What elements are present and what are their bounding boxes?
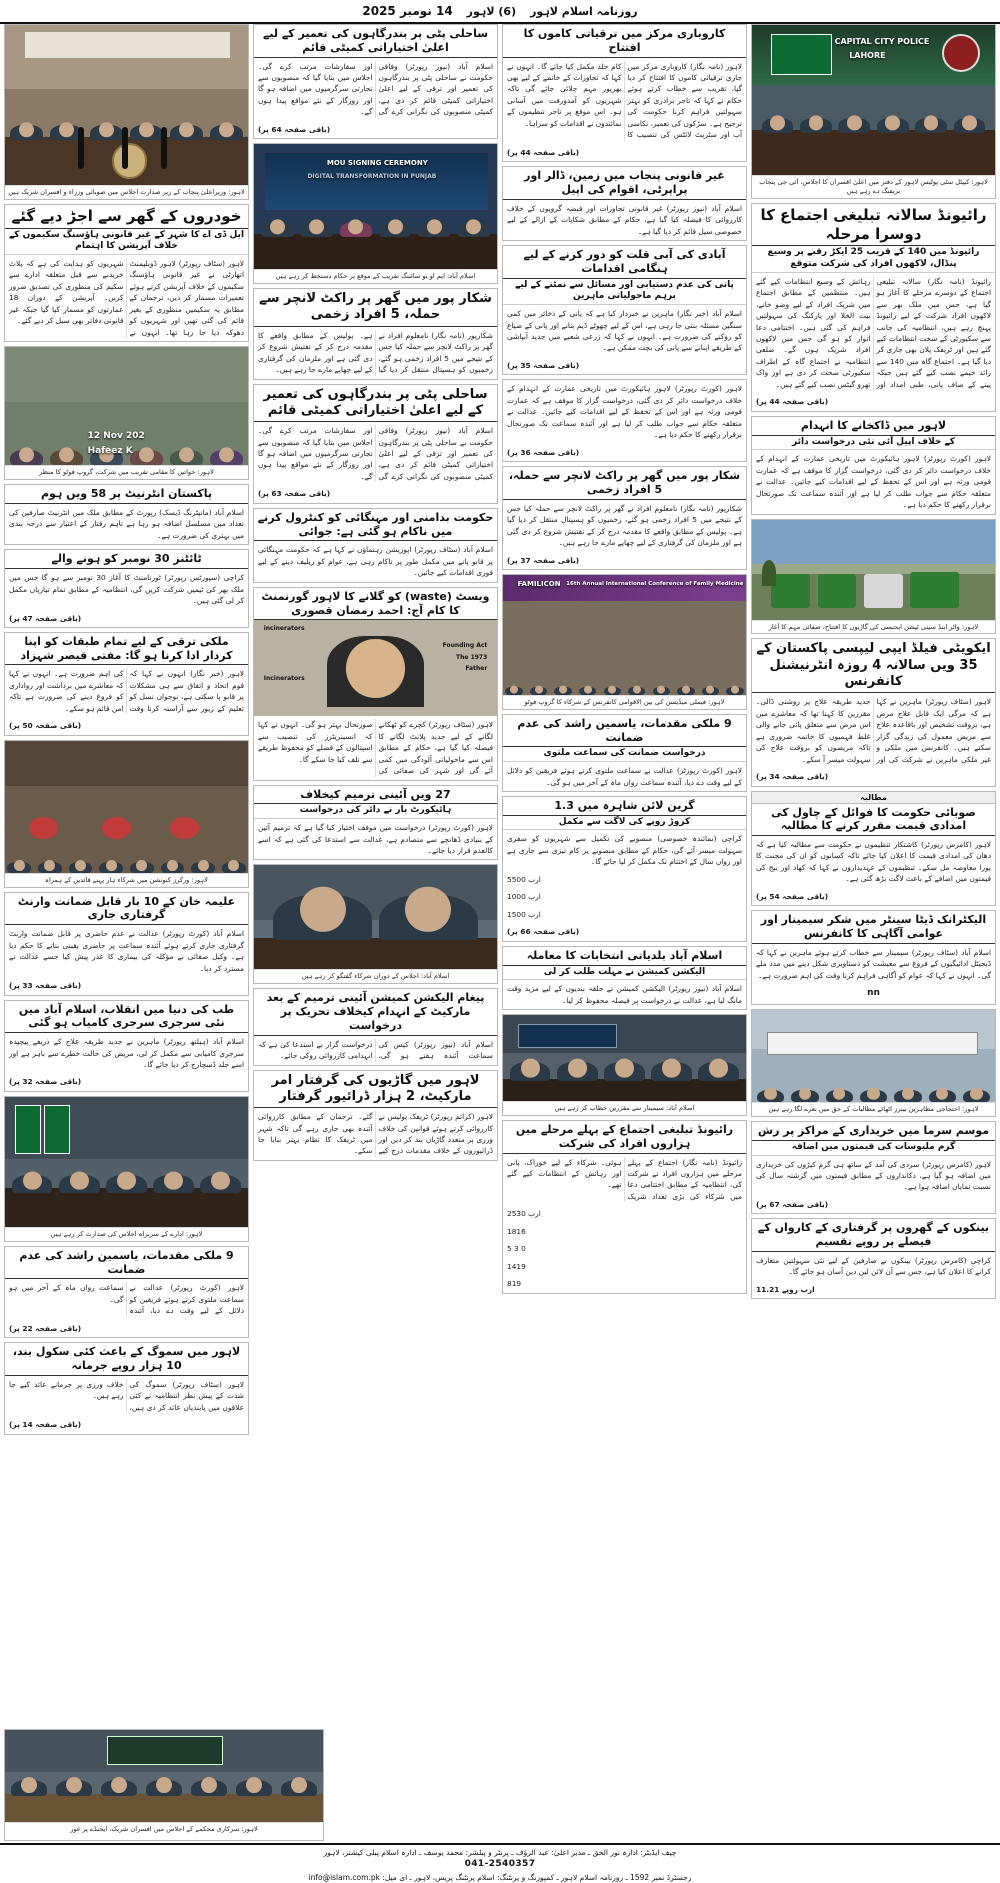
headline: صوبائی حکومت کا فوائل کے چاول کی امدادی قیمت مقرر کرنے کا مطالبہ (752, 804, 995, 837)
photo-block-press-conference (4, 24, 249, 200)
story-coastal-ports (253, 384, 498, 504)
story-demolition-appeal (502, 379, 747, 462)
photo-family-medicine (503, 575, 746, 695)
photo-block-protest (751, 1009, 996, 1117)
column-1 (751, 24, 996, 1842)
story-body: اسلام آباد (نیوز رپورٹر) الیکشن کمیشن نے حلقہ بندیوں کے لیے مزید وقت مانگ لیا ہے، عدالت نے درخواست پر فیصلہ محفوظ کر لیا۔ (507, 984, 742, 1005)
photo-banner-text: CAPITAL CITY POLICE (834, 37, 930, 46)
photo-women-group (5, 347, 248, 465)
subheadline: ایل ڈی اے کا شہر کے غیر قانونی ہاؤسنگ سکیموں کے خلاف آپریشن کا اہتمام (5, 229, 248, 255)
photo-interview (254, 865, 497, 969)
waste-title: Founding Act (442, 642, 488, 650)
photo-block-police (751, 24, 996, 199)
story-govt-inflation (253, 508, 498, 583)
photo-govt-meeting (5, 1097, 248, 1227)
story-registration (502, 466, 747, 570)
continuation-ref: (باقی صفحہ 33 پر) (9, 981, 82, 991)
figure-8: 1419 (507, 1261, 526, 1271)
continuation-ref: (باقی صفحہ 66 پر) (507, 927, 580, 937)
page-footer (0, 1843, 1000, 1881)
story-body: شکارپور (نامہ نگار) نامعلوم افراد نے گھر پر راکٹ لانچر سے حملہ کیا جس کے نتیجے میں 5 افراد زخمی ہو گئے، زخمیوں کو ہسپتال منتقل کر دیا گیا ہے۔ پولیس کے مطابق واقعے کا مقدمہ درج کر کے تفتیش شروع کر دی گئی ہے اور ملزمان کی گرفتاری کے لیے چھاپے مارے جا رہے ہیں۔ (258, 330, 493, 375)
subheadline: ہائیکورٹ بار نے دائر کی درخواست (254, 804, 497, 819)
waste-sub: The 1973 (456, 653, 488, 661)
story-rice-support-price (751, 791, 996, 907)
photo-block-bottom-left (4, 1729, 324, 1841)
story-local-cases (502, 714, 747, 792)
headline: لاہور میں گاڑیوں کی گرفتار امر مارکیٹ، 2 ہزار ڈرائیور گرفتار (254, 1071, 497, 1109)
photo-block-women-group (4, 346, 249, 480)
continuation-ref: (باقی صفحہ 50 پر) (9, 721, 82, 731)
photo-banner-left: FAMILICON (517, 579, 561, 588)
story-smog (4, 1342, 249, 1434)
story-waste-incinerator (253, 587, 498, 781)
headline: طب کی دنیا میں انقلاب، اسلام آباد میں نئی سرجری سرجری کامیاب ہو گئی (5, 1001, 248, 1034)
headline: لاہور میں ڈاکخانے کا انہدام (752, 417, 995, 436)
photo-block-govt-meeting (4, 1096, 249, 1242)
figure-5: 2530 ارب (507, 1209, 541, 1219)
photo-caption: لاہور: سرکاری محکمے کے اجلاس میں افسران شریک، ایجنڈے پر غور (5, 1822, 323, 1836)
story-mufti-qaiser (4, 632, 249, 736)
photo-caption: لاہور: وزیراعلیٰ پنجاب کے زیر صدارت اجلاس میں صوبائی وزراء و افسران شریک ہیں (5, 185, 248, 199)
photo-caption: لاہور: ادارے کے سربراہ اجلاس کی صدارت کر رہے ہیں (5, 1227, 248, 1241)
story-body: اسلام آباد (خبر نگار) ماہرین نے خبردار کیا ہے کہ پانی کے ذخائر میں کمی سنگین مسئلہ بنتی جا رہی ہے، اس کے لیے چھوٹے ڈیم بنانے اور پانی کے ضیاع کو روکنے کی ضرورت ہے۔ انہوں نے کہا کہ زرعی شعبے میں جدید آبپاشی کے طریقے اپنانے سے پانی کی بچت ممکن ہے۔ (507, 309, 742, 353)
story-body: اسلام آباد (نیوز رپورٹر) وفاقی حکومت نے ساحلی پٹی پر بندرگاہوں کی تعمیر اور ترقی کے لیے اعلیٰ اختیاراتی کمیٹی قائم کر دی ہے، کمیٹی منصوبوں کی نگرانی کرے گی اور سفارشات مرتب کرے گی۔ اجلاس میں بتایا گیا کہ منصوبوں سے تجارتی سرگرمیوں میں اضافہ ہو گا اور روزگار کے نئے مواقع پیدا ہوں گے۔ (258, 426, 493, 481)
headline: ٹائٹنز 30 نومبر کو ہونے والے (5, 550, 248, 569)
story-body: لاہور (کامرس رپورٹر) کاشتکار تنظیموں نے حکومت سے مطالبہ کیا ہے کہ دھان کی امدادی قیمت کا اعلان کیا جائے تاکہ کسانوں کو ان کی محنت کا پورا معاوضہ مل سکے۔ تنظیموں کے عہدیداروں نے کہا کہ کھاد اور بیج کی قیمتوں میں اضافے کے باعث لاگت بڑھ گئی ہے۔ (756, 840, 991, 884)
story-body: اسلام آباد (نیوز رپورٹر) وفاقی حکومت نے ساحلی پٹی پر بندرگاہوں کی تعمیر اور ترقی کے لیے اعلیٰ اختیاراتی کمیٹی قائم کر دی ہے، کمیٹی منصوبوں کی نگرانی کرے گی اور سفارشات مرتب کرے گی۔ اجلاس میں بتایا گیا کہ منصوبوں سے تجارتی سرگرمیوں میں اضافہ ہو گا اور روزگار کے نئے مواقع پیدا ہوں گے۔ (258, 61, 493, 117)
figure-6: 1816 (507, 1226, 526, 1236)
figure-2: 5500 ارب (507, 874, 541, 884)
headline: کاروباری مرکز میں ترقیاتی کاموں کا افتتاح (503, 25, 746, 58)
footer-phone: 041-2540357 (464, 1859, 536, 1870)
column-3 (253, 24, 498, 1842)
masthead (0, 0, 1000, 24)
story-body: اسلام آباد (سٹاف رپورٹر) سیمینار سے خطاب کرتے ہوئے ماہرین نے کہا کہ ڈیجیٹل ادائیگیوں کے فروغ سے معیشت کو دستاویزی شکل دینے میں مدد ملے گی۔ انہوں نے کہا کہ عوام کو آگاہی فراہم کرنا وقت کی اہم ضرورت ہے۔ (756, 947, 991, 980)
story-27th-amendment (253, 785, 498, 861)
continuation-ref: (باقی صفحہ 37 پر) (507, 555, 580, 565)
continuation-ref: (باقی صفحہ 44 پر) (507, 147, 580, 157)
photo-block-mou (253, 143, 498, 284)
story-post-office-demolition (751, 416, 996, 515)
story-body: اسلام آباد (نیوز رپورٹر) غیر قانونی تجاوزات اور قبضہ گروپوں کے خلاف کارروائی کا فیصلہ کیا گیا ہے، حکام کے مطابق شکایات کے ازالے کے لیے خصوصی سیل قائم کر دیا گیا ہے۔ (507, 203, 742, 236)
photo-banner-text-2: LAHORE (849, 50, 886, 60)
headline: ملکی ترقی کے لیے تمام طبقات کو اپنا کردار ادا کرنا ہو گا: مفتی قیصر شہزاد (5, 633, 248, 666)
column-grid (4, 24, 996, 1842)
headline: ساحلی پٹی پر بندرگاہوں کی تعمیر کے لیے اعلیٰ اختیاراتی کمیٹی قائم (254, 25, 497, 58)
story-body: کراچی (سپورٹس رپورٹر) ٹورنامنٹ کا آغاز 30 نومبر سے ہو گا جس میں ملک بھر کی ٹیمیں شرکت کریں گی، انتظامیہ کے مطابق تمام تیاریاں مکمل کر لی گئی ہیں۔ (9, 573, 244, 606)
photo-sanitation-vehicles (752, 520, 995, 620)
photo-caption: لاہور: ورکرز کنونشن میں شرکاء ہار پہنے قائدین کے ہمراہ (5, 873, 248, 887)
continuation-ref: (باقی صفحہ 54 پر) (756, 891, 829, 901)
masthead-left: روزنامہ اسلام لاہور (530, 4, 638, 18)
photo-waste-speaker (254, 620, 497, 716)
photo-caption: لاہور: فیملی میڈیسن کی بین الاقوامی کانفرنس کے شرکاء کا گروپ فوٹو (503, 695, 746, 709)
story-body: کراچی (نمائندہ خصوصی) منصوبے کی تکمیل سے شہریوں کو سفری سہولت میسر آئے گی، حکام کے مطابق منصوبے پر کام تیزی سے جاری ہے اور رواں سال کے اختتام تک مکمل کر لیا جائے گا۔ (507, 834, 742, 867)
story-body: لاہور (سٹاف رپورٹر) سموگ کی شدت کے پیش نظر انتظامیہ نے کئی علاقوں میں پابندیاں عائد کر دی ہیں، خلاف ورزی پر جرمانے عائد کیے جا رہے ہیں۔ (9, 1379, 244, 1412)
story-body: لاہور (سٹاف رپورٹر) لاہور ڈویلپمنٹ اتھارٹی نے غیر قانونی ہاؤسنگ سکیموں کے خلاف آپریشن کرتے ہوئے تعمیرات مسمار کر دیں، ترجمان کے مطابق یہ سکیمیں منظوری کے بغیر قائم کی گئی تھیں اور شہریوں کو دھوکہ دیا جا رہا تھا۔ انہوں نے شہریوں کو ہدایت کی ہے کہ پلاٹ خریدنے سے قبل متعلقہ ادارے سے سکیم کی منظوری کی تصدیق ضرور کریں۔ آپریشن کے دوران 18 عمارتوں کو مسمار کیا گیا جبکہ غیر قانونی دفاتر بھی سیل کر دیے گئے۔ (9, 259, 244, 337)
photo-press-conference (5, 25, 248, 185)
masthead-date: 14 نومبر 2025 (362, 4, 453, 18)
story-body: اسلام آباد (ہیلتھ رپورٹر) ماہرین نے جدید طریقہ علاج کے ذریعے پیچیدہ سرجری کامیابی سے مکمل کر لی، مریض کی حالت خطرے سے باہر ہے اور اسے جلد ڈسچارج کر دیا جائے گا۔ (9, 1037, 244, 1069)
photo-banner-title: 16th Annual International Conference of Family Medicine (566, 581, 744, 588)
story-body: شکارپور (نامہ نگار) نامعلوم افراد نے گھر پر راکٹ لانچر سے حملہ کیا جس کے نتیجے میں 5 افراد زخمی ہو گئے، زخمیوں کو ہسپتال منتقل کر دیا گیا ہے۔ پولیس کے مطابق واقعے کا مقدمہ درج کر کے تفتیش شروع کر دی گئی ہے اور ملزمان کی گرفتاری کے لیے چھاپے مارے جا رہے ہیں۔ (507, 503, 742, 548)
headline: پیغام الیکشن کمیشن آئینی ترمیم کے بعد مارکیٹ کے انہدام کیخلاف تحریک پر درخواست (254, 989, 497, 1035)
headline: الیکٹرانک ڈیٹا سینٹر میں شکر سیمینار اور عوامی آگاہی کا کانفرنس (752, 911, 995, 944)
story-body: اسلام آباد (کورٹ رپورٹر) عدالت نے عدم حاضری پر قابل ضمانت وارنٹ گرفتاری جاری کرتے ہوئے آئندہ سماعت پر حاضری یقینی بنانے کا حکم دیا ہے۔ وکیل صفائی نے مؤکلہ کی بیماری کا عذر پیش کیا جسے عدالت نے مسترد کر دیا۔ (9, 929, 244, 973)
waste-incinerators: Incinerators (263, 674, 305, 682)
headline: ویسٹ (waste) کو گلانے کا لاہور گورنمنٹ کا کام آج: احمد رمضان قصوری (254, 588, 497, 621)
photo-block-wasa (751, 519, 996, 635)
subheadline: رائیونڈ میں 140 کے قریب 25 ایکڑ رقبے پر وسیع پنڈال، لاکھوں افراد کی شرکت متوقع (752, 246, 995, 272)
continuation-ref: (باقی صفحہ 32 پر) (9, 1077, 82, 1087)
story-lahore-drivers (253, 1070, 498, 1161)
photo-banner-title: MOU SIGNING CEREMONY (326, 159, 428, 168)
photo-block-familicon (502, 574, 747, 710)
headline: غیر قانونی پنجاب میں زمین، ڈالر اور پراپرٹی، اقوام کی اپیل (503, 167, 746, 200)
photo-timestamp-line1: 12 Nov 202 (87, 431, 145, 442)
continuation-ref: (باقی صفحہ 63 پر) (258, 489, 331, 499)
headline: شکار پور میں گھر پر راکٹ لانچر سے حملہ، 5 افراد زخمی (254, 289, 497, 327)
continuation-ref: (باقی صفحہ 64 پر) (258, 124, 331, 134)
figure-1: 11.21 ارب روپے (756, 1284, 815, 1294)
footer-credits: چیف ایڈیٹر: ادارہ نور الحق ـ مدیر اعلیٰ: عبد الرؤف ـ پرنٹر و پبلشر: محمد یوسف ـ ادارہ اسلام پبلی کیشنز، لاہور (323, 1848, 677, 1857)
photo-timestamp-line2: Hafeez K (87, 445, 133, 456)
column-4 (4, 24, 249, 1842)
story-islamabad-local-bodies (502, 946, 747, 1010)
continuation-ref: (باقی صفحہ 36 پر) (507, 447, 580, 457)
waste-father: Father (465, 665, 488, 673)
story-aleema-khan-warrants (4, 892, 249, 996)
photo-caption: لاہور: خواتین کا مقامی تقریب میں شرکت، گروپ فوٹو کا منظر (5, 465, 248, 479)
photo-banner-sub: DIGITAL TRANSFORMATION IN PUNJAB (307, 173, 437, 181)
continuation-ref: (باقی صفحہ 34 پر) (756, 772, 829, 782)
footer-mark: nn (867, 988, 880, 999)
continuation-ref: (باقی صفحہ 14 پر) (9, 1420, 82, 1430)
story-water-scarcity (502, 245, 747, 375)
headline: علیمہ خان کے 10 بار قابل ضمانت وارنٹ گرفتاری جاری (5, 893, 248, 926)
story-green-line (502, 796, 747, 942)
photo-caption: لاہور: کیپٹل سٹی پولیس لاہور کے دفتر میں اعلیٰ افسران کا اجلاس، آئی جی پنجاب بریفنگ دے رہے ہیں (752, 175, 995, 198)
story-data-center-seminar (751, 910, 996, 1005)
subheadline: کروڑ روپے کی لاگت سے مکمل (503, 816, 746, 831)
story-body: اسلام آباد (سٹاف رپورٹر) اپوزیشن رہنماؤں نے کہا ہے کہ حکومت مہنگائی پر قابو پانے میں مکمل طور پر ناکام رہی ہے، عوام کو ریلیف دینے کے لیے فوری اقدامات کیے جائیں۔ (258, 545, 493, 578)
figure-7: 5 3 0 (507, 1244, 526, 1254)
story-epilepsy-conference (751, 638, 996, 786)
continuation-ref: (باقی صفحہ 22 پر) (9, 1323, 82, 1333)
headline: آبادی کی آبی قلت کو دور کرنے کے لیے ہنگامی اقدامات (503, 246, 746, 279)
photo-protest (752, 1010, 995, 1102)
photo-block-interview (253, 864, 498, 984)
continuation-ref: (باقی صفحہ 47 پر) (9, 613, 82, 623)
subheadline: پانی کی عدم دستیابی اور مسائل سے نمٹنے کے لیے برہم ماحولیاتی ماہرین (503, 279, 746, 305)
story-winter-shopping (751, 1121, 996, 1214)
story-army-chief (253, 24, 498, 139)
story-medical-breakthrough (4, 1000, 249, 1092)
story-body: لاہور (کورٹ رپورٹر) لاہور ہائیکورٹ میں تاریخی عمارت کے انہدام کے خلاف درخواست دائر کر دی گئی، درخواست گزار کا موقف ہے کہ عمارت قومی ورثہ ہے اور اس کے تحفظ کے لیے اقدامات کیے جائیں۔ عدالت نے متعلقہ حکام سے جواب طلب کر لیا ہے اور آئندہ سماعت تک صورتحال برقرار رکھنے کا حکم دیا ہے۔ (756, 454, 991, 510)
photo-caption: لاہور: احتجاجی مظاہرین بینرز اٹھائے مطالبات کے حق میں نعرے لگا رہے ہیں (752, 1102, 995, 1116)
photo-block-seminar (502, 1014, 747, 1116)
photo-caption: اسلام آباد: ایم او یو سائننگ تقریب کے موقع پر حکام دستخط کر رہے ہیں (254, 269, 497, 283)
headline: پاکستان انٹرنیٹ پر 58 ویں ہوم (5, 485, 248, 504)
continuation-ref: (باقی صفحہ 44 پر) (756, 397, 829, 407)
kicker: مطالبہ (752, 792, 995, 804)
story-body: کراچی (کامرس رپورٹر) بینکوں نے صارفین کے لیے نئی سہولتیں متعارف کرانے کا اعلان کیا ہے، جس سے آن لائن لین دین آسان ہو جائے گا۔ (756, 1255, 991, 1277)
continuation-ref: (باقی صفحہ 67 پر) (756, 1199, 829, 1209)
headline: رائیونڈ تبلیغی اجتماع کے پہلے مرحلے میں ہزاروں افراد کی شرکت (503, 1121, 746, 1154)
story-internet-ranking (4, 484, 249, 545)
photo-workers-convention (5, 741, 248, 873)
headline: گرین لائن شاہرہ میں 1.3 (503, 797, 746, 816)
photo-bottom-meeting (5, 1730, 323, 1822)
photo-seminar (503, 1015, 746, 1101)
story-election-market (253, 988, 498, 1065)
figure-4: 1500 ارب (507, 909, 541, 919)
photo-caption: اسلام آباد: اجلاس کے دوران شرکاء گفتگو کر رہے ہیں (254, 969, 497, 983)
story-rewind-ijtema (751, 203, 996, 412)
column-2 (502, 24, 747, 1842)
headline: حکومت بدامنی اور مہنگائی کو کنٹرول کرنے میں ناکام ہو گئی ہے: جوائی (254, 509, 497, 542)
story-body: رائیونڈ (نامہ نگار) اجتماع کے پہلے مرحلے میں ہزاروں افراد نے شرکت کی، انتظامیہ کے مطابق اختتامی دعا میں شرکاء کی بڑی تعداد شریک ہوئی۔ شرکاء کے لیے خوراک، پانی اور رہائش کے انتظامات کیے گئے تھے۔ (507, 1157, 742, 1201)
story-body: رائیونڈ (نامہ نگار) سالانہ تبلیغی اجتماع کے دوسرے مرحلے کا آغاز ہو گیا ہے، جس میں ملک بھر سے لاکھوں افراد شرکت کے لیے رائیونڈ پہنچ رہے ہیں، انتظامیہ کی جانب سے سکیورٹی کے سخت انتظامات کیے گئے ہیں اور ٹریفک پلان بھی جاری کر دیا گیا ہے۔ اجتماع گاہ میں 140 سے زائد خیمے نصب کیے گئے ہیں جبکہ پینے کے صاف پانی، طبی امداد اور رہائش کے وسیع انتظامات کیے گئے ہیں۔ منتظمین کے مطابق اجتماع میں شریک افراد کے لیے وضو خانے، بیت الخلا اور پارکنگ کی سہولتیں فراہم کی گئی ہیں۔ اختتامی دعا اتوار کو ہو گی جس میں لاکھوں افراد شریک ہوں گے۔ ضلعی انتظامیہ نے اجتماع گاہ کے اطراف سکیورٹی سخت کر دی ہے اور واک تھرو گیٹس نصب کیے گئے ہیں۔ (756, 276, 992, 389)
continuation-ref: (باقی صفحہ 35 پر) (507, 360, 580, 370)
headline: لاہور میں سموگ کے باعث کئی سکول بند، 10 ہزار روپے جرمانہ (5, 1343, 248, 1376)
story-body: لاہور (کامرس رپورٹر) سردی کی آمد کے ساتھ ہی گرم کپڑوں کی خریداری میں اضافہ ہو گیا ہے، دکانداروں کے مطابق قیمتوں میں گزشتہ سال کی نسبت نمایاں اضافہ ہوا ہے۔ (756, 1159, 991, 1192)
story-yasmin-rashid (4, 1246, 249, 1338)
figure-3: 1000 ارب (507, 892, 541, 902)
story-body: لاہور (کورٹ رپورٹر) درخواست میں موقف اختیار کیا گیا ہے کہ ترمیم آئین کے بنیادی ڈھانچے سے متصادم ہے، عدالت سے استدعا کی گئی ہے کہ اسے کالعدم قرار دیا جائے۔ (258, 823, 493, 856)
story-body: لاہور (کورٹ رپورٹر) عدالت نے سماعت ملتوی کرتے ہوئے فریقین کو دلائل کے لیے وقت دے دیا، آئندہ سماعت رواں ماہ کے آخر میں ہو گی۔ (9, 1283, 244, 1316)
story-lda-operation (4, 204, 249, 342)
story-body: لاہور (نامہ نگار) کاروباری مرکز میں جاری ترقیاتی کاموں کا افتتاح کر دیا گیا، تقریب سے خطاب کرتے ہوئے حکام نے کہا کہ تاجر برادری کو بہتر سہولتیں فراہم کرنا حکومت کی ترجیح ہے۔ سڑکوں کی تعمیر، نکاسی آب اور سٹریٹ لائٹس کی تنصیب کا کام جلد مکمل کیا جائے گا۔ انہوں نے کہا کہ تجاوزات کے خاتمے کے لیے بھی بھرپور مہم چلائی جائے گی تاکہ شہریوں کو آمدورفت میں آسانی ہو۔ اس موقع پر تاجر تنظیموں کے نمائندوں نے اقدامات کو سراہا۔ (507, 61, 742, 140)
headline: موسم سرما میں خریداری کے مراکز پر رش (752, 1122, 995, 1141)
story-body: اسلام آباد (مانیٹرنگ ڈیسک) رپورٹ کے مطابق ملک میں انٹرنیٹ صارفین کی تعداد میں مسلسل اضافہ ہو رہا ہے تاہم رفتار کے اعتبار سے درجہ بندی میں بہتری کی ضرورت ہے۔ (9, 507, 244, 540)
photo-block-convention (4, 740, 249, 888)
headline: بینکوں کے گھروں پر گرفتاری کے کارواں کے فیصلے پر روپے تقسیم (752, 1219, 995, 1252)
headline: ساحلی پٹی پر بندرگاہوں کی تعمیر کے لیے اعلیٰ اختیاراتی کمیٹی قائم (254, 385, 497, 423)
story-titans-tournament (4, 549, 249, 628)
story-body: لاہور (کورٹ رپورٹر) لاہور ہائیکورٹ میں تاریخی عمارت کے انہدام کے خلاف درخواست دائر کر دی گئی، درخواست گزار کا موقف ہے کہ عمارت قومی ورثہ ہے اور اس کے تحفظ کے لیے اقدامات کیے جائیں۔ عدالت نے متعلقہ حکام سے جواب طلب کر لیا ہے اور آئندہ سماعت تک صورتحال برقرار رکھنے کا حکم دیا ہے۔ (507, 384, 742, 440)
headline: خودروں کے گھر سے اجڑ دیے گئے (5, 205, 248, 229)
subheadline: الیکشن کمیشن نے مہلت طلب کر لی (503, 966, 746, 981)
photo-mou-signing (254, 144, 497, 269)
waste-label: incinerators (263, 625, 305, 633)
headline: 27 ویں آئینی ترمیم کیخلاف (254, 786, 497, 805)
footer-imprint: رجسٹرڈ نمبر 1592 ـ روزنامہ اسلام لاہور ـ کمپوزنگ و پرنٹنگ: اسلام پرنٹنگ پریس، لاہور ـ ای میل: info@islam.com.pk (308, 1872, 692, 1882)
story-body: لاہور (کورٹ رپورٹر) عدالت نے سماعت ملتوی کرتے ہوئے فریقین کو دلائل کے لیے وقت دے دیا، آئندہ سماعت رواں ماہ کے آخر میں ہو گی۔ (507, 766, 742, 787)
headline: شکار پور میں گھر پر راکٹ لانچر سے حملہ، 5 افراد زخمی (503, 467, 746, 500)
photo-police-meeting (752, 25, 995, 175)
story-body: اسلام آباد (نیوز رپورٹر) کیس کی سماعت آئندہ ہفتے ہو گی، درخواست گزار نے استدعا کی ہے کہ انہدامی کارروائی روکی جائے۔ (258, 1039, 493, 1061)
masthead-issue: (6) لاہور (466, 4, 517, 18)
story-shikarpur-attack (253, 288, 498, 379)
story-illegal-land (502, 166, 747, 241)
photo-caption: لاہور: واٹر اینڈ سینی ٹیشن ایجنسی کی گاڑیوں کا افتتاح، صفائی مہم کا آغاز (752, 620, 995, 634)
headline: ایکویٹی فیلڈ ایپی لیپسی پاکستان کے 35 ویں سالانہ 4 روزہ انٹرنیشنل کانفرنس (752, 639, 995, 693)
story-ijtema-first-phase (502, 1120, 747, 1294)
subheadline: کے خلاف اپیل آئی نئی درخواست دائر (752, 436, 995, 451)
story-body: لاہور (سٹاف رپورٹر) کچرے کو ٹھکانے لگانے کے لیے جدید پلانٹ لگانے کا فیصلہ کیا گیا ہے، حکام کے مطابق اس سے ماحولیاتی آلودگی میں کمی آئے گی اور شہر کی صفائی کی صورتحال بہتر ہو گی۔ انہوں نے کہا کہ انسینریٹرز کی تنصیب سے اسپتالوں کے فضلے کو محفوظ طریقے سے تلف کیا جا سکے گا۔ (258, 720, 493, 776)
figure-9: 819 (507, 1279, 522, 1289)
headline: 9 ملکی مقدمات، یاسمین راشد کی عدم ضمانت (503, 715, 746, 748)
subheadline: گرم ملبوسات کی قیمتوں میں اضافہ (752, 1141, 995, 1156)
story-body: لاہور (کرائم رپورٹر) ٹریفک پولیس نے کارروائی کرتے ہوئے قوانین کی خلاف ورزی پر متعدد گاڑیاں بند کر دیں اور ڈرائیوروں کے خلاف مقدمات درج کیے گئے۔ ترجمان کے مطابق کارروائی آئندہ بھی جاری رہے گی تاکہ شہر میں ٹریفک کا نظام بہتر بنایا جا سکے۔ (258, 1112, 493, 1156)
story-body: لاہور (خبر نگار) انہوں نے کہا کہ قوم اتحاد و اتفاق سے ہی مشکلات پر قابو پا سکتی ہے، نوجوان نسل کو تعلیم کے زیور سے آراستہ کرنا وقت کی اہم ضرورت ہے۔ انہوں نے کہا کہ معاشرے میں برداشت اور رواداری کو فروغ دینے کی ضرورت ہے تاکہ امن قائم ہو سکے۔ (9, 669, 244, 713)
headline: اسلام آباد بلدیاتی انتخابات کا معاملہ (503, 947, 746, 966)
story-body: لاہور (سٹاف رپورٹر) ماہرین نے کہا ہے کہ مرگی ایک قابل علاج مرض ہے، بروقت تشخیص اور باقاعدہ علاج سے مریض معمول کی زندگی گزار سکتے ہیں۔ کانفرنس میں ملکی و غیر ملکی ماہرین نے شرکت کی اور جدید طریقہ علاج پر روشنی ڈالی۔ مقررین کا کہنا تھا کہ معاشرے میں اس مرض سے متعلق پائی جانے والی غلط فہمیوں کا خاتمہ ضروری ہے تاکہ مریضوں کو بروقت علاج کی سہولت میسر آ سکے۔ (756, 697, 991, 764)
photo-caption: اسلام آباد: سیمینار سے مقررین خطاب کر رہے ہیں (503, 1101, 746, 1115)
story-banks (751, 1218, 996, 1299)
headline: رائیونڈ سالانہ تبلیغی اجتماع کا دوسرا مرحلہ (752, 204, 995, 247)
subheadline: درخواست ضمانت کی سماعت ملتوی (503, 747, 746, 762)
headline: 9 ملکی مقدمات، یاسمین راشد کی عدم ضمانت (5, 1247, 248, 1280)
story-business-center (502, 24, 747, 162)
